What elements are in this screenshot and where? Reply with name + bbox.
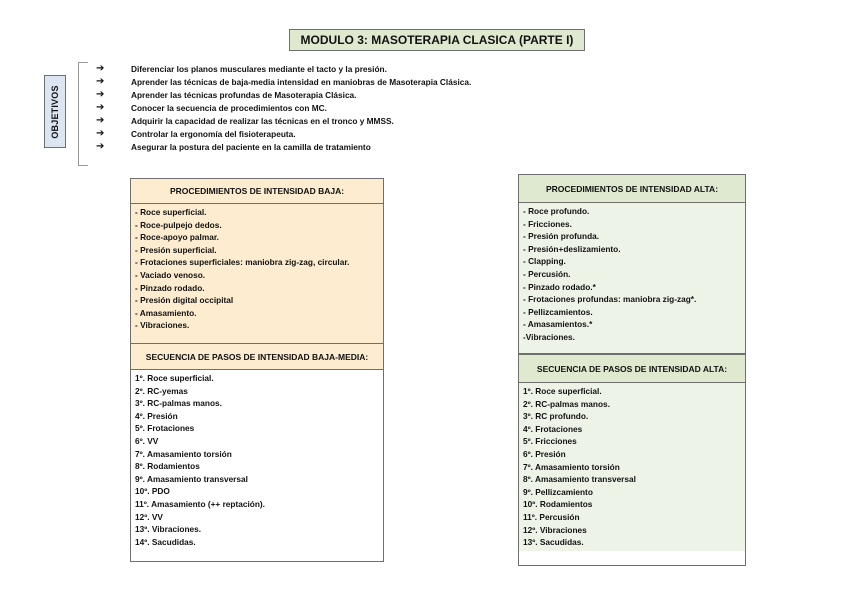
objective-item: ➔ Asegurar la postura del paciente en la camilla de tratamiento bbox=[96, 140, 371, 152]
low-intensity-panel bbox=[130, 178, 384, 344]
list-item: 8º. Amasamiento transversal bbox=[523, 474, 636, 485]
list-item: - Amasamiento. bbox=[135, 307, 197, 318]
objective-item: ➔ Aprender las técnicas de baja-media intensidad en maniobras de Masoterapia Clásica. bbox=[96, 75, 472, 87]
list-item: 2º. RC-palmas manos. bbox=[523, 398, 610, 409]
list-item: 3º. RC-palmas manos. bbox=[135, 398, 222, 409]
list-item: - Amasamientos.* bbox=[523, 319, 593, 330]
high-intensity-heading: PROCEDIMIENTOS DE INTENSIDAD ALTA: bbox=[519, 175, 745, 203]
arrow-right-icon: ➔ bbox=[96, 62, 105, 74]
list-item: - Pinzado rodado.* bbox=[523, 281, 596, 292]
list-item: - Roce superficial. bbox=[135, 207, 207, 217]
list-item: 6º. Presión bbox=[523, 448, 566, 459]
list-item: 14º. Sacudidas. bbox=[135, 536, 196, 547]
list-item: 8º. Rodamientos bbox=[135, 461, 200, 472]
list-item: 11º. Percusión bbox=[523, 511, 580, 522]
arrow-right-icon: ➔ bbox=[96, 127, 105, 139]
list-item: - Presión profunda. bbox=[523, 231, 600, 242]
objective-item: ➔ Aprender las técnicas profundas de Masoterapia Clásica. bbox=[96, 88, 357, 100]
list-item: 6º. VV bbox=[135, 435, 159, 446]
list-item: - Frotaciones profundas: maniobra zig-zag*. bbox=[523, 294, 697, 305]
low-sequence-list bbox=[131, 370, 383, 550]
list-item: 7º. Amasamiento torsión bbox=[135, 448, 232, 459]
list-item: 3º. RC profundo. bbox=[523, 411, 589, 422]
list-item: 10º. Rodamientos bbox=[523, 499, 593, 510]
list-item: - Pinzado rodado. bbox=[135, 282, 205, 293]
arrow-right-icon: ➔ bbox=[96, 101, 105, 113]
objective-item: ➔ Adquirir la capacidad de realizar las técnicas en el tronco y MMSS. bbox=[96, 114, 394, 126]
list-item: -Vibraciones. bbox=[523, 331, 575, 342]
list-item: 4º. Presión bbox=[135, 410, 178, 421]
list-item: - Fricciones. bbox=[523, 218, 572, 229]
list-item: - Frotaciones superficiales: maniobra zig-zag, circular. bbox=[135, 257, 350, 268]
list-item: - Vibraciones. bbox=[135, 320, 190, 331]
objectives-label-box bbox=[44, 75, 66, 148]
arrow-right-icon: ➔ bbox=[96, 88, 105, 100]
high-sequence-panel bbox=[518, 354, 746, 566]
list-item: 7º. Amasamiento torsión bbox=[523, 461, 620, 472]
low-intensity-list bbox=[131, 204, 383, 334]
arrow-right-icon: ➔ bbox=[96, 75, 105, 87]
list-item: - Roce-apoyo palmar. bbox=[135, 232, 219, 243]
list-item: 11º. Amasamiento (++ reptación). bbox=[135, 498, 265, 509]
high-sequence-heading: SECUENCIA DE PASOS DE INTENSIDAD ALTA: bbox=[519, 355, 745, 383]
list-item: 2º. RC-yemas bbox=[135, 385, 188, 396]
list-item: 9º. Pellizcamiento bbox=[523, 486, 593, 497]
low-sequence-heading: SECUENCIA DE PASOS DE INTENSIDAD BAJA-MEDIA: bbox=[131, 344, 383, 370]
high-sequence-list bbox=[519, 383, 745, 551]
list-item: - Presión superficial. bbox=[135, 244, 217, 255]
list-item: - Roce-pulpejo dedos. bbox=[135, 219, 222, 230]
objective-item: ➔ Conocer la secuencia de procedimientos con MC. bbox=[96, 101, 327, 113]
list-item: 12º. Vibraciones bbox=[523, 524, 587, 535]
list-item: 10º. PDO bbox=[135, 486, 170, 497]
list-item: 1º. Roce superficial. bbox=[523, 386, 602, 396]
list-item: - Vaciado venoso. bbox=[135, 269, 206, 280]
low-sequence-panel bbox=[130, 344, 384, 562]
arrow-right-icon: ➔ bbox=[96, 114, 105, 126]
list-item: 13º. Sacudidas. bbox=[523, 537, 584, 548]
objectives-brace bbox=[78, 62, 88, 166]
list-item: - Percusión. bbox=[523, 268, 571, 279]
list-item: 13º. Vibraciones. bbox=[135, 524, 202, 535]
high-intensity-panel bbox=[518, 174, 746, 354]
list-item: - Presión digital occipital bbox=[135, 295, 234, 306]
objective-item: ➔ Controlar la ergonomía del fisioterapeuta. bbox=[96, 127, 296, 139]
list-item: 1º. Roce superficial. bbox=[135, 373, 214, 383]
page-title: MODULO 3: MASOTERAPIA CLASICA (PARTE I) bbox=[289, 29, 585, 51]
list-item: - Clapping. bbox=[523, 256, 566, 267]
list-item: 4º. Frotaciones bbox=[523, 423, 583, 434]
objectives-list bbox=[96, 62, 471, 153]
list-item: 12º. VV bbox=[135, 511, 163, 522]
objective-item: ➔ Diferenciar los planos musculares mediante el tacto y la presión. bbox=[96, 62, 387, 74]
list-item: 5º. Frotaciones bbox=[135, 423, 195, 434]
list-item: - Roce profundo. bbox=[523, 206, 590, 216]
list-item: - Presión+deslizamiento. bbox=[523, 243, 621, 254]
low-intensity-heading: PROCEDIMIENTOS DE INTENSIDAD BAJA: bbox=[131, 179, 383, 204]
objectives-label: OBJETIVOS bbox=[50, 84, 60, 139]
list-item: - Pellizcamientos. bbox=[523, 306, 593, 317]
arrow-right-icon: ➔ bbox=[96, 140, 105, 152]
list-item: 5º. Fricciones bbox=[523, 436, 577, 447]
high-intensity-list bbox=[519, 203, 745, 346]
list-item: 9º. Amasamiento transversal bbox=[135, 473, 248, 484]
